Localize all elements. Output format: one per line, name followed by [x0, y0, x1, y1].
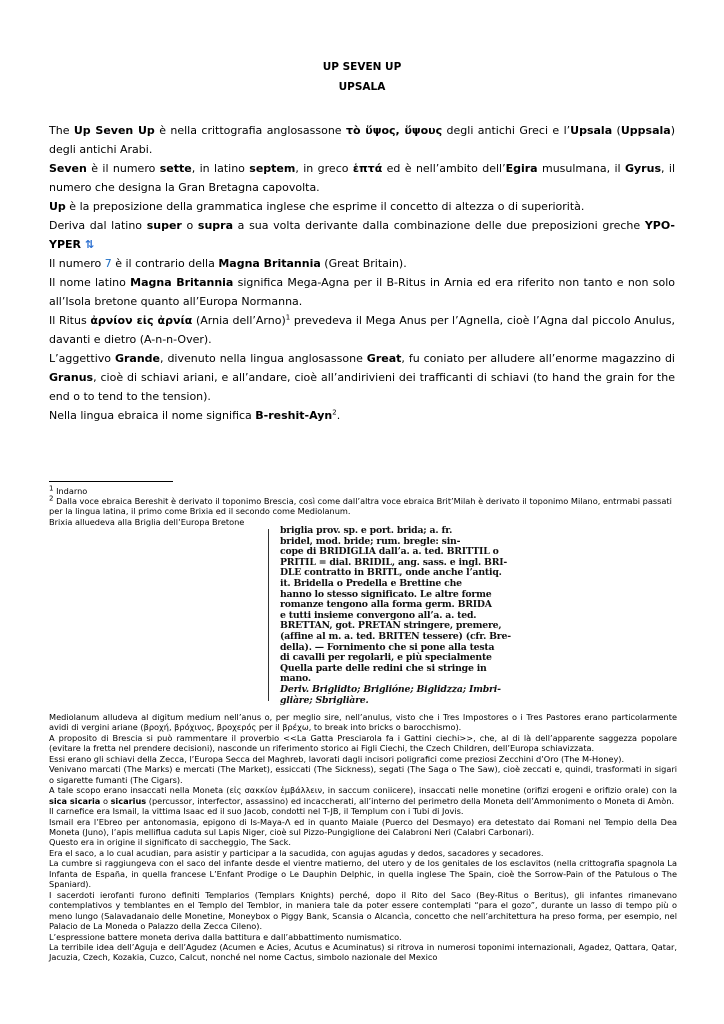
- paragraph-3: Up è la preposizione della grammatica inglese che esprime il concetto di altezza o di superiorità.: [49, 200, 585, 213]
- paragraph-8: L’aggettivo Grande, divenuto nella lingua anglosassone Great, fu coniato per alludere all’enorme magazzino di Granus, cioè di schiavi ariani, e all’andare, cioè all’andirivieni dei trafficanti di schiavi (to hand the grain for the end o to tend to the tension).: [49, 352, 675, 403]
- up-down-arrows-icon: ⇅: [81, 238, 95, 251]
- note-paragraph: Ismail era l’Ebreo per antonomasia, epigono di Is-Maya-Λ ed in quanto Maiale (Puerco del Desmayo) era detestato dai Romani nel Tempio della Dea Moneta (Juno), l’apis melliflua caduta sul Lapis Niger, cioè sul Pizzo-Pungiglione dei Calabroni Neri (Calabri Carbonari).: [49, 816, 677, 837]
- dict-line: BRETTAN, got. PRETAN stringere, premere,: [280, 620, 502, 632]
- paragraph-9: Nella lingua ebraica il nome significa B-reshit-Ayn$^2$.: [49, 408, 341, 422]
- note-paragraph: L’espressione battere moneta deriva dalla battitura e dall’abbattimento numismatico.: [49, 931, 402, 942]
- footnote-2: $^2$ Dalla voce ebraica Bereshit è derivato il toponimo Brescia, così come dall’altra voce ebraica Brit’Milah è derivato il toponimo Milano, entrmabi passati per la lingua latina, il primo come Brixia ed il secondo come Mediolanum. Brixia alluedeva alla Briglia dell’Europa Bretone: [49, 494, 672, 527]
- paragraph-2: Seven è il numero sette, in latino septem, in greco ἑπτά ed è nell’ambito dell’Egira musulmana, il Gyrus, il numero che designa la Gran Bretagna capovolta.: [49, 162, 675, 194]
- dict-line: PRITIL = dial. BRIDIL, ang. sass. e ingl. BRI-: [280, 556, 508, 568]
- footnote-continuation: [49, 712, 677, 963]
- entry-margin-line: [268, 529, 269, 701]
- footnote-ref-1[interactable]: 1: [285, 313, 291, 322]
- note-paragraph: Mediolanum alludeva al digitum medium nell’anus o, per meglio sire, nell’anulus, visto che i Tres Impostores o i Tres Pastores erano particolarmente avidi di vergini ariane (βροχή, βρόχινος, βροχερός per il βρέχω, to break into bricks o barocchismo).: [49, 712, 677, 733]
- footnote-ref-2[interactable]: 2: [332, 408, 337, 417]
- note-paragraph: Il carnefice era Ismail, la vittima Isaac ed il suo Jacob, condotti nel T-JB, il Templum con i Tubi di Jovis.: [49, 806, 464, 817]
- page-title: UP SEVEN UP: [322, 61, 402, 73]
- page-subtitle: UPSALA: [338, 81, 386, 93]
- paragraph-4: Deriva dal latino super o supra a sua volta derivante dalla combinazione delle due preposizioni greche YPO-YPER ⇅: [49, 219, 675, 251]
- dict-line: romanze tengono alla forma germ. BRIDA: [280, 599, 492, 611]
- dict-line: bridel, mod. bride; rum. bregle: sin-: [280, 535, 461, 547]
- dict-line: mano.: [280, 673, 311, 685]
- dict-line: DLE contratto in BRITL, onde anche l’antiq.: [280, 567, 502, 579]
- dict-line: Deriv. Briglidto; Briglióne; Biglidzza; Imbri-: [280, 683, 501, 695]
- dict-line: Quella parte delle redini che si stringe in: [280, 662, 487, 674]
- dict-line: gliàre; Sbrigliàre.: [280, 694, 369, 706]
- paragraph-1: The Up Seven Up è nella crittografia anglosassone τὸ ὕψος, ὕψους degli antichi Greci e l’Upsala (Uppsala) degli antichi Arabi.: [49, 124, 675, 156]
- dictionary-entry-text: [280, 525, 511, 706]
- dict-line: hanno lo stesso significato. Le altre forme: [280, 588, 492, 600]
- main-text: [49, 121, 675, 425]
- note-paragraph: La cumbre si raggiungeva con el saco del infante desde el vientre matierno, del utero y de los genitales de los esclavitos (nella crittografia spagnola La Infanta de España, in quella francese L’Enfant Prodige o Le Dauphin Delphic, in quella inglese The Spain, cioè the Sorrow-Pain of the Patulous o The Spaniard).: [49, 858, 677, 890]
- note-paragraph: Era el saco, a lo cual acudian, para asistir y participar a la sacudida, con agujas agudas y dedos, sacadores y secadores.: [49, 847, 544, 858]
- paragraph-6: Il nome latino Magna Britannia significa Mega-Agna per il B-Ritus in Arnia ed era riferito non tanto e non solo all’Isola bretone quanto all’Europa Normanna.: [49, 276, 676, 308]
- note-paragraph: I sacerdoti ierofanti furono definiti Templarios (Templars Knights) perché, dopo il Rito del Saco (Bey-Ritus o Beritus), gli infantes rimanevano contemplativos y temblantes en el Templo del Temblor, in maniera tale da poter essere contemplati “para el gozo”, durante un lasso di tempo più o meno lungo (Salavadanaio delle Monetine, Moneybox o Piggy Bank, Scansia o Alcancìa, concetto che nell’architettura ha preso forma, per esempio, nel Palacio de La Moneda o Palazzo della Zecca Cileno).: [49, 889, 677, 932]
- dict-line: briglia prov. sp. e port. brida; a. fr.: [280, 525, 453, 536]
- dict-line: cope di BRIDIGLIA dall’a. a. ted. BRITTIL o: [280, 546, 499, 558]
- paragraph-5: Il numero 7 è il contrario della Magna Britannia (Great Britain).: [49, 257, 407, 270]
- note-paragraph: Venivano marcati (The Marks) e mercati (The Market), essiccati (The Sickness), segati (The Saga o The Saw), cioè zeccati e, quindi, trasformati in sigari o sigarette fumanti (The Cigars).: [49, 764, 677, 785]
- note-paragraph: La terribile idea dell’Aguja e dell’Agudez (Acumen e Acies, Acutus e Acuminatus) si ritrova in numerosi toponimi internazionali, Agadez, Qattara, Qatar, Jacuzia, Czech, Kozakia, Cuzco, Calcut, nonché nel nome Cactus, simbolo nazionale del Mexico: [49, 941, 677, 963]
- note-paragraph: Questo era in origine il significato di saccheggio, The Sack.: [49, 837, 292, 848]
- paragraph-7: Il Ritus ἀρνίον εἰς ἀρνία (Arnia dell’Arno)$^1$ prevedeva il Mega Anus per l’Agnella, cioè l’Agna dal piccolo Anulus, davanti e dietro (A-n-n-Over).: [49, 313, 675, 346]
- dict-line: di cavalli per regolarli, e più specialmente: [280, 652, 492, 664]
- note-paragraph: A tale scopo erano insaccati nella Moneta (εἰς σακκίον ἐμβάλλειν, in saccum coniicere), insaccati nelle monetine (orifizi erogeni e orifizio orale) con la sica sicaria o sicarius (percussor, interfector, assassino) ed incaccherati, all’interno del perimetro della Moneta dell’Ammonimento o Moneta di Amòn.: [49, 785, 677, 806]
- dict-line: e tutti insieme convergono all’a. a. ted.: [280, 609, 477, 621]
- footnote-1: $^1$ Indarno: [49, 484, 88, 496]
- dict-line: it. Bridella o Predella e Brettine che: [280, 577, 462, 589]
- note-paragraph: A proposito di Brescia si può rammentare il proverbio <<La Gatta Presciarola fa i Gattini ciechi>>, che, al di là dell’apparente saggezza popolare (evitare la fretta nel prendere decisioni), nasconde un riferimento storico ai Figli Ciechi, the Czech Children, dell’Europa schiavizzata.: [49, 732, 677, 754]
- dictionary-entry-image: [268, 525, 511, 711]
- footnote-divider: [49, 481, 173, 482]
- note-paragraph: Essi erano gli schiavi della Zecca, l’Europa Secca del Maghreb, lavorati dagli incisori poligrafici come preziosi Zecchini d’Oro (The M-Honey).: [49, 753, 625, 764]
- dict-line: della). — Fornimento che si pone alla testa: [280, 641, 495, 653]
- dict-line: (affine al m. a. ted. BRITEN tessere) (cfr. Bre-: [280, 630, 511, 642]
